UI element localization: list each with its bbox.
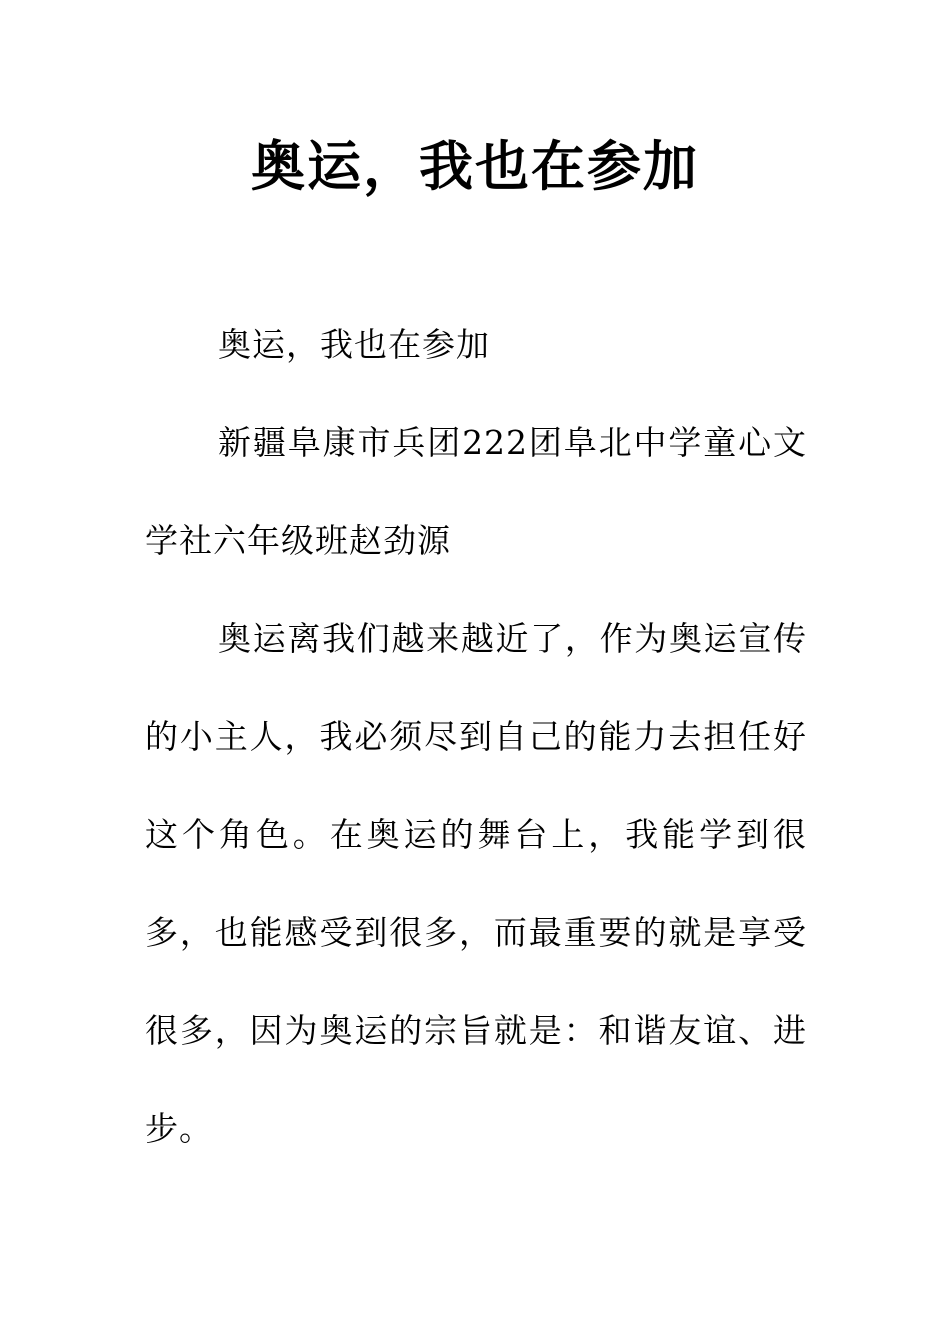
document-body	[145, 296, 807, 1178]
document-title: 奥运，我也在参加	[251, 134, 699, 198]
author-paragraph: 新疆阜康市兵团222团阜北中学童心文学社六年级班赵劲源	[145, 423, 807, 560]
content-paragraph: 奥运离我们越来越近了，作为奥运宣传的小主人，我必须尽到自己的能力去担任好这个角色。在奥运的舞台上，我能学到很多，也能感受到很多，而最重要的就是享受很多，因为奥运的宗旨就是：和谐友谊、进步。	[145, 619, 807, 1148]
subtitle-paragraph: 奥运，我也在参加	[218, 325, 490, 364]
